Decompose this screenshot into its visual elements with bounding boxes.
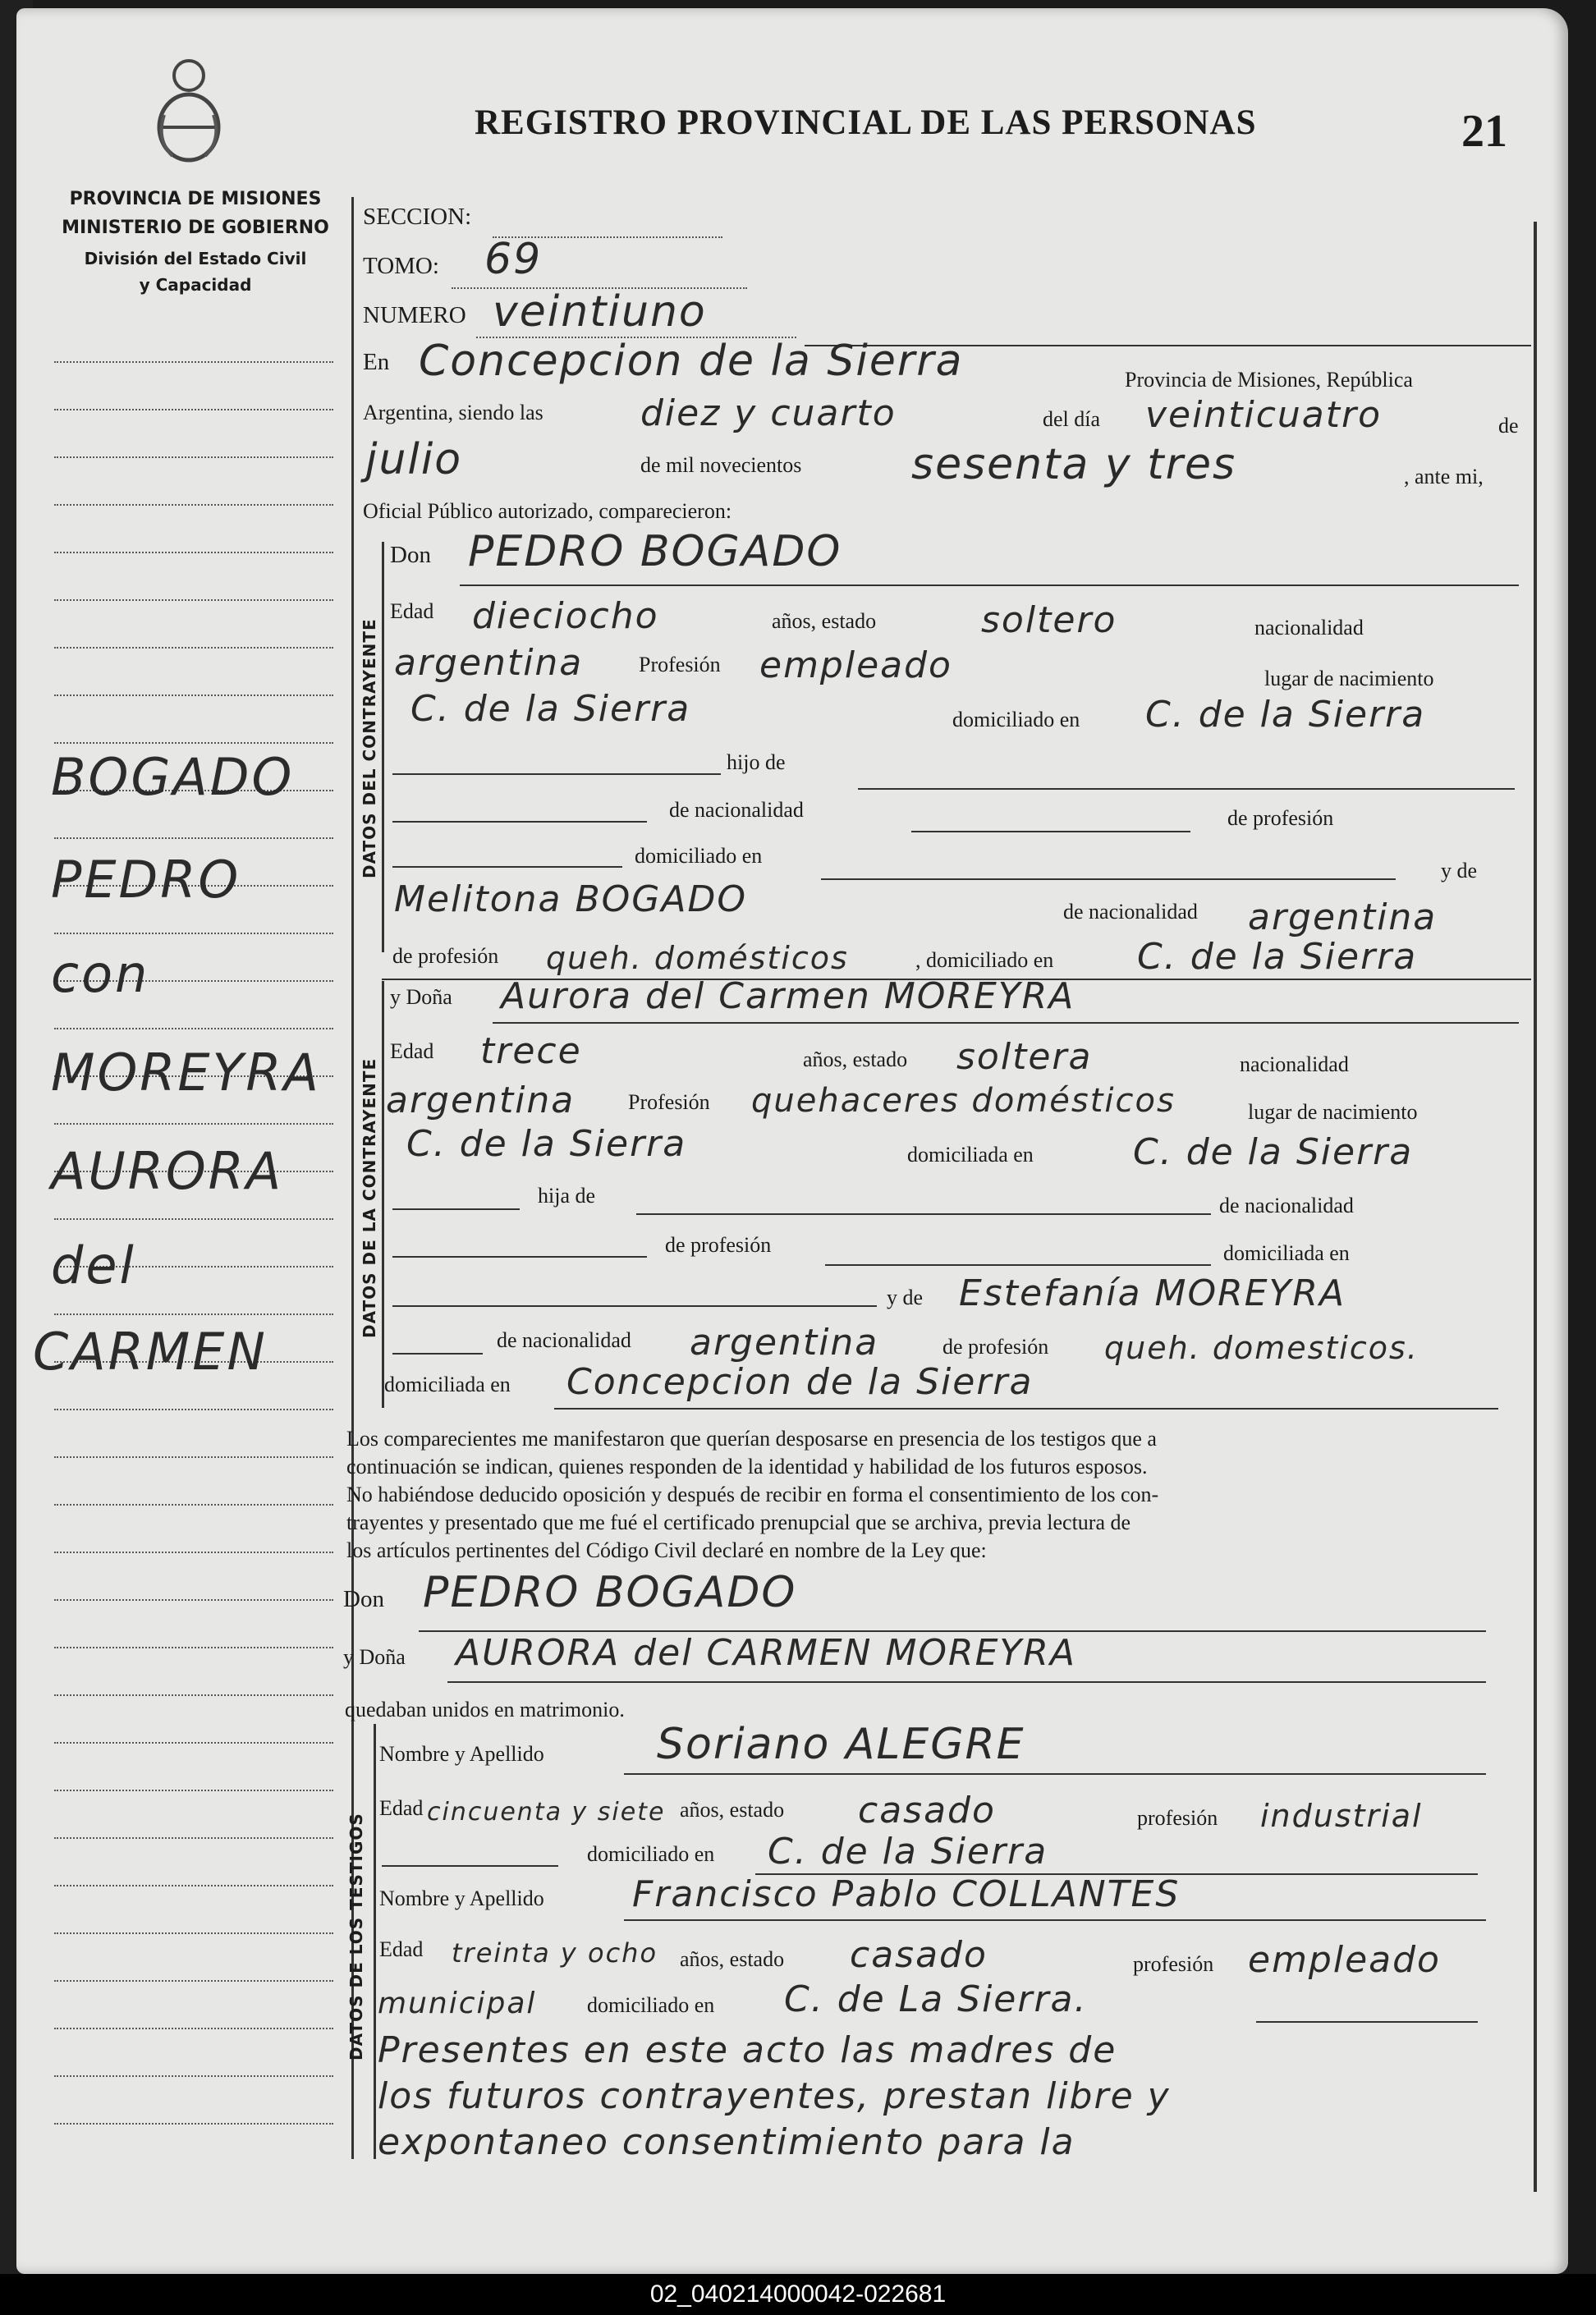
witness-rule xyxy=(374,1724,376,2159)
bride-father-line xyxy=(636,1213,1211,1215)
note-line-1: Presentes en este acto las madres de xyxy=(378,2029,1117,2071)
statement-line-5: los artículos pertinentes del Código Civil declaré en nombre de la Ley que: xyxy=(346,1538,987,1562)
margin-bride-del: del xyxy=(51,1235,136,1295)
de-nacionalidad: de nacionalidad xyxy=(669,798,804,822)
bride-y-de-label: y de xyxy=(887,1286,924,1309)
margin-dotted-line xyxy=(54,2028,333,2029)
margin-dotted-line xyxy=(54,1552,333,1553)
bride-nac-label: nacionalidad xyxy=(1240,1052,1349,1076)
bride-mother-nac: argentina xyxy=(690,1322,879,1364)
quedaban-label: quedaban unidos en matrimonio. xyxy=(345,1698,625,1721)
bride-father-prof-label: de profesión xyxy=(665,1233,772,1257)
division-label-2: y Capacidad xyxy=(139,275,252,295)
month-value: julio xyxy=(365,435,463,484)
margin-dotted-line xyxy=(54,647,333,649)
hour-value: diez y cuarto xyxy=(640,392,897,434)
note-line-3: expontaneo consentimiento para la xyxy=(378,2121,1075,2163)
lugar-label: lugar de nacimiento xyxy=(1264,667,1434,690)
margin-surname: BOGADO xyxy=(51,747,295,807)
de-label: de xyxy=(1498,414,1519,438)
w2-prof-label: profesión xyxy=(1133,1952,1214,1976)
groom-lugar: C. de la Sierra xyxy=(410,688,691,730)
bride-name: Aurora del Carmen MOREYRA xyxy=(501,975,1075,1017)
bride-father-dom-label: domiciliada en xyxy=(1223,1241,1350,1265)
margin-dotted-line xyxy=(54,933,333,934)
margin-dotted-line xyxy=(54,409,333,410)
w1-age: cincuenta y siete xyxy=(427,1798,666,1827)
bride-mother-dom: Concepcion de la Sierra xyxy=(566,1361,1034,1403)
margin-dotted-line xyxy=(54,1123,333,1125)
nacionalidad-label: nacionalidad xyxy=(1254,616,1364,639)
domiciliado-label: domiciliado en xyxy=(952,708,1080,731)
bride-mother-line xyxy=(392,1353,483,1355)
w1-nombre-label: Nombre y Apellido xyxy=(379,1742,544,1766)
page-number: 21 xyxy=(1461,106,1507,157)
w1-domicilio: C. de la Sierra xyxy=(768,1831,1048,1873)
bride-father-nac-label: de nacionalidad xyxy=(1219,1194,1354,1217)
margin-dotted-line xyxy=(54,1456,333,1458)
division-label: División del Estado Civil xyxy=(84,249,307,268)
w2-age: treinta y ocho xyxy=(452,1937,658,1969)
mother-nac-label: de nacionalidad xyxy=(1063,900,1198,924)
bride-lugar-label: lugar de nacimiento xyxy=(1248,1100,1418,1124)
year-value: sesenta y tres xyxy=(911,440,1237,489)
bride-mother: Estefanía MOREYRA xyxy=(959,1272,1346,1314)
w2-nombre-label: Nombre y Apellido xyxy=(379,1886,544,1910)
margin-dotted-line xyxy=(54,2075,333,2077)
groom-domicilio: C. de la Sierra xyxy=(1145,694,1426,736)
y-dona-label: y Doña xyxy=(390,985,452,1009)
witness-side-label: DATOS DE LOS TESTIGOS xyxy=(346,1813,366,2061)
image-id-footer: 02_040214000042-022681 xyxy=(0,2274,1596,2315)
margin-firstname: PEDRO xyxy=(51,850,241,910)
w2-edad-label: Edad xyxy=(379,1937,424,1961)
father-line xyxy=(858,788,1515,790)
margin-dotted-line xyxy=(54,1647,333,1648)
bride-mother-nac-label: de nacionalidad xyxy=(497,1328,631,1352)
groom-profesion: empleado xyxy=(759,644,952,686)
father-dom-line xyxy=(392,866,622,868)
margin-dotted-line xyxy=(54,1932,333,1934)
w2-prof-cont: municipal xyxy=(378,1987,537,2020)
margin-dotted-line xyxy=(54,552,333,553)
seccion-label: SECCION: xyxy=(363,204,472,230)
groom-mother-prof: queh. domésticos xyxy=(546,940,849,976)
bride-father-prof-field xyxy=(825,1264,1211,1266)
bride-age: trece xyxy=(480,1030,582,1072)
groom-side-label: DATOS DEL CONTRAYENTE xyxy=(360,618,379,878)
margin-dotted-line xyxy=(54,742,333,744)
bride-lugar: C. de la Sierra xyxy=(406,1123,687,1165)
groom-mother: Melitona BOGADO xyxy=(394,878,748,920)
w1-dom-label: domiciliado en xyxy=(587,1842,715,1866)
margin-dotted-line xyxy=(54,361,333,363)
margin-bride-surname: MOREYRA xyxy=(51,1043,321,1102)
mother-dom-label: , domiciliado en xyxy=(915,948,1054,972)
statement-don: Don xyxy=(343,1586,384,1612)
statement-bride: AURORA del CARMEN MOREYRA xyxy=(456,1632,1076,1674)
margin-dotted-line xyxy=(54,837,333,839)
margin-dotted-line xyxy=(54,1599,333,1601)
margin-dotted-line xyxy=(54,1790,333,1791)
bride-anios-estado: años, estado xyxy=(803,1047,908,1071)
margin-con: con xyxy=(51,944,150,1004)
groom-mother-nac: argentina xyxy=(1248,896,1438,938)
margin-dotted-line xyxy=(54,694,333,696)
bride-mother-dom-line xyxy=(554,1408,1498,1410)
hijo-line-1 xyxy=(392,773,721,775)
w1-anios-estado: años, estado xyxy=(680,1798,785,1822)
bride-mother-prof-label: de profesión xyxy=(942,1335,1049,1359)
w2-dom-label: domiciliado en xyxy=(587,1993,715,2017)
w1-prof-label: profesión xyxy=(1137,1806,1218,1830)
bride-rule xyxy=(382,981,384,1408)
groom-nacionalidad: argentina xyxy=(394,642,584,684)
right-border xyxy=(1534,222,1537,2192)
del-dia-label: del día xyxy=(1043,407,1101,431)
w2-dom-line xyxy=(1256,2021,1478,2023)
bride-father-line-1 xyxy=(392,1208,520,1210)
w2-domicilio: C. de La Sierra. xyxy=(784,1978,1088,2020)
groom-name-line xyxy=(460,584,1519,586)
bride-father-dom-line xyxy=(392,1305,877,1307)
oficial-label: Oficial Público autorizado, comparecieron: xyxy=(363,499,732,523)
father-nac-line xyxy=(392,821,647,823)
hija-de-label: hija de xyxy=(538,1184,596,1208)
bride-dom-label: domiciliada en xyxy=(907,1143,1034,1167)
margin-dotted-line xyxy=(54,1028,333,1029)
ministry-label: MINISTERIO DE GOBIERNO xyxy=(62,218,329,238)
numero-value: veintiuno xyxy=(493,287,707,337)
w1-name-line xyxy=(624,1773,1486,1775)
numero-label: NUMERO xyxy=(363,302,466,328)
bride-father-prof-line xyxy=(392,1256,647,1258)
y-de-label: y de xyxy=(1441,859,1478,882)
groom-age: dieciocho xyxy=(472,595,659,637)
statement-groom: PEDRO BOGADO xyxy=(423,1568,797,1617)
bride-prof-label: Profesión xyxy=(628,1090,710,1114)
bride-nacionalidad: argentina xyxy=(386,1080,576,1121)
note-line-2: los futuros contrayentes, prestan libre y xyxy=(378,2075,1171,2117)
statement-bride-line xyxy=(447,1681,1486,1683)
bride-domicilio: C. de la Sierra xyxy=(1133,1131,1414,1173)
de-mil-label: de mil novecientos xyxy=(640,453,802,477)
de-profesion: de profesión xyxy=(1227,806,1334,830)
statement-line-2: continuación se indican, quienes responden de la identidad y habilidad de los futuros esposos. xyxy=(346,1455,1148,1478)
w2-estado: casado xyxy=(850,1934,988,1976)
argentina-text: Argentina, siendo las xyxy=(363,401,543,424)
edad-label: Edad xyxy=(390,599,434,623)
w1-edad-label: Edad xyxy=(379,1796,424,1820)
en-label: En xyxy=(363,349,390,375)
margin-dotted-line xyxy=(54,1694,333,1696)
margin-dotted-line xyxy=(54,2123,333,2125)
bride-edad-label: Edad xyxy=(390,1039,434,1063)
tomo-value: 69 xyxy=(484,235,543,284)
margin-dotted-line xyxy=(54,1837,333,1839)
groom-mother-dom: C. de la Sierra xyxy=(1137,936,1418,978)
margin-dotted-line xyxy=(54,1218,333,1220)
tomo-label: TOMO: xyxy=(363,253,439,279)
margin-dotted-line xyxy=(54,1980,333,1982)
margin-dotted-line xyxy=(54,1885,333,1886)
place-value: Concepcion de la Sierra xyxy=(419,337,964,386)
groom-name: PEDRO BOGADO xyxy=(468,527,842,576)
ante-mi-label: , ante mi, xyxy=(1404,465,1484,488)
statement-line-3: No habiéndose deducido oposición y después de recibir en forma el consentimiento de los con- xyxy=(346,1483,1159,1506)
profesion-label: Profesión xyxy=(639,653,721,676)
bride-estado: soltera xyxy=(956,1036,1093,1078)
bride-profesion: quehaceres domésticos xyxy=(751,1082,1176,1120)
father-dom-field xyxy=(821,878,1396,880)
margin-dotted-line xyxy=(54,504,333,506)
margin-dotted-line xyxy=(54,1742,333,1744)
margin-dotted-line xyxy=(54,1504,333,1506)
margin-dotted-line xyxy=(54,1313,333,1315)
day-value: veinticuatro xyxy=(1145,394,1382,436)
domiciliado-en-father: domiciliado en xyxy=(635,844,763,868)
anios-estado: años, estado xyxy=(772,609,877,633)
provincia-text: Provincia de Misiones, República xyxy=(1125,368,1413,392)
bride-side-label: DATOS DE LA CONTRAYENTE xyxy=(360,1057,379,1338)
coat-of-arms-icon xyxy=(148,49,230,164)
margin-dotted-line xyxy=(54,599,333,601)
province-label: PROVINCIA DE MISIONES xyxy=(69,189,322,209)
hijo-de-label: hijo de xyxy=(727,750,786,774)
father-nac-field xyxy=(911,831,1190,832)
margin-dotted-line xyxy=(54,456,333,458)
w1-dom-line xyxy=(382,1865,558,1867)
w2-prof: empleado xyxy=(1248,1939,1441,1981)
w2-name: Francisco Pablo COLLANTES xyxy=(632,1873,1181,1915)
w1-estado: casado xyxy=(858,1790,996,1831)
statement-line-4: trayentes y presentado que me fué el certificado prenupcial que se archiva, previa lectura de xyxy=(346,1510,1131,1534)
groom-estado: soltero xyxy=(981,599,1117,641)
w1-name: Soriano ALEGRE xyxy=(657,1720,1025,1769)
page-title: REGISTRO PROVINCIAL DE LAS PERSONAS xyxy=(475,103,1257,142)
groom-rule xyxy=(382,542,384,952)
bride-mother-prof: queh. domesticos. xyxy=(1104,1330,1419,1366)
margin-bride-carmen: CARMEN xyxy=(33,1322,268,1382)
w2-name-line xyxy=(624,1919,1486,1921)
w2-anios-estado: años, estado xyxy=(680,1947,785,1971)
margin-bride-first: AURORA xyxy=(51,1141,284,1201)
bride-mother-dom-label: domiciliada en xyxy=(384,1373,511,1396)
mother-prof-label: de profesión xyxy=(392,944,499,968)
statement-y-dona: y Doña xyxy=(343,1645,406,1669)
bride-name-line xyxy=(493,1022,1519,1024)
don-label: Don xyxy=(390,542,431,568)
margin-dotted-line xyxy=(54,1409,333,1410)
w1-prof: industrial xyxy=(1260,1798,1423,1834)
statement-line-1: Los comparecientes me manifestaron que querían desposarse en presencia de los testigos que a xyxy=(346,1427,1157,1451)
